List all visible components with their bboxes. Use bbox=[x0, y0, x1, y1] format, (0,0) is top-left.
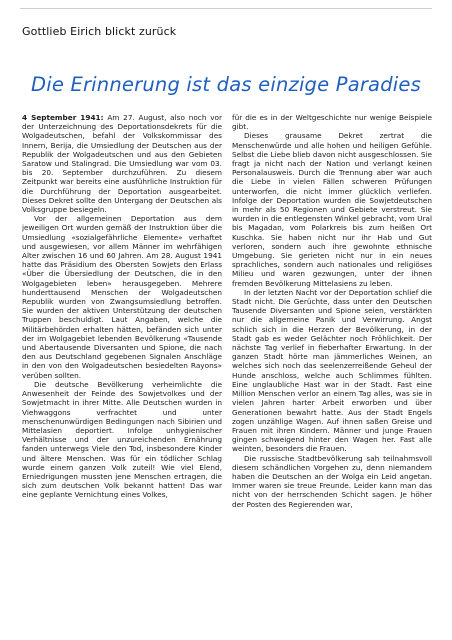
article-title: Die Erinnerung ist das einzige Paradies bbox=[31, 73, 421, 96]
paragraph: für die es in der Weltgeschichte nur wenige Beispiele gibt. bbox=[232, 113, 432, 132]
paragraph: Die deutsche Bevölkerung verheimlichte die Anwesenheit der Feinde des Sowjetvolkes und der Sowjetmacht in ihrer Mitte. Alle Deutschen wurden in Viehwaggons verfrachtet und unter menschenunwürdigen Bedingungen nach Sibirien und Mittelasien deportiert. Infolge unhygienischer Verhältnisse und der unzureichenden Ernährung fanden unterwegs Viele den Tod, insbesondere Kinder und ältere Menschen. Was für ein tödlicher Schlag wurde einem ganzen Volk zuteil! Wie viel Elend, Erniedrigungen mussten jene Menschen ertragen, die sich zum deutschen Volk bekannt hatten! Das war eine geplante Vernichtung eines Volkes, bbox=[22, 379, 222, 500]
article-kicker: Gottlieb Eirich blickt zurück bbox=[22, 25, 177, 38]
top-rule bbox=[20, 8, 432, 9]
paragraph bbox=[22, 113, 222, 214]
paragraph: Dieses grausame Dekret zertrat die Menschenwürde und alle hohen und heiligen Gefühle. Selbst die Liebe blieb davon nicht ausgeschlossen. Sie fragt ja nicht nach der Nation und verlangt keinen Personalausweis. Durch die Trennung aber war auch die Liebe in vielen Fällen schweren Prüfungen unterworfen, die nicht immer glücklich verliefen. Infolge der Deportation wurden die Sowjetdeutschen in mehr als 50 Regionen und Gebiete verstreut. Sie wurden in die entlegensten Winkel gebracht, vom Ural bis Magadan, vom Polarkreis bis zum heißen Ort Kuschka. Sie haben nicht nur ihr Hab und Gut verloren, sondern auch ihre gewohnte ethnische Umgebung. Sie gerieten nicht nur in ein neues sprachliches, sondern auch nationales und religiöses Milieu und waren gezwungen, unter der ihnen fremden Bevölkerung Mittelasiens zu leben. bbox=[232, 131, 432, 288]
paragraph-text: Am 27. August, also noch vor der Unterzeichnung des Deportationsdekrets für die Wolgadeutschen, befahl der Volkskommissar des Innern, Berija, die Umsiedlung der Deutschen aus der Republik der Wolgadeutschen und aus den Gebieten Saratow und Stalingrad. Die Umsiedlung war vom 03. bis 20. September durchzuführen. Zu diesem Zeitpunkt war bereits eine ausführliche Instruktion für die Durchführung der Deportation ausgearbeitet. Dieses Dekret sollte den Untergang der Deutschen als Volksgruppe besiegeln. bbox=[22, 113, 222, 215]
paragraph: Vor der allgemeinen Deportation aus dem jeweiligen Ort wurden gemäß der Instruktion über die Umsiedlung «sozialgefährliche Elemente» verhaftet und ausgewiesen, vor allem Männer im wehrfähigen Alter zwischen 16 und 60 Jahren. Am 28. August 1941 hatte das Präsidium des Obersten Sowjets den Erlass «Über die Übersiedlung der Deutschen, die in den Wolgagebieten leben» herausgegeben. Mehrere hunderttausend Menschen der Wolgadeutschen Republik wurden von Zwangsumsiedlung betroffen. Sie wurden der aktiven Unterstützung der deutschen Truppen beschuldigt. Laut Angaben, welche die Militärbehörden erhalten hätten, befänden sich unter der im Wolgagebiet lebenden Bevölkerung «Tausende und Abertausende Diversanten und Spione, die nach den aus Deutschland gegebenen Signalen Anschläge in den von den Wolgadeutschen besiedelten Rayons» verüben sollten. bbox=[22, 214, 222, 380]
left-column bbox=[22, 113, 222, 635]
right-column bbox=[232, 113, 432, 635]
paragraph: In der letzten Nacht vor der Deportation schlief die Stadt nicht. Die Gerüchte, dass unter den Deutschen Tausende Diversanten und Spione seien, verstärkten nur die allgemeine Panik und Verwirrung. Angst schlich sich in die Herzen der Bevölkerung, in der Stadt gab es weder Gelächter noch Fröhlichkeit. Der nächste Tag verlief in fieberhafter Erwartung. In der ganzen Stadt hörte man jämmerliches Weinen, an welches sich noch das seelenzerreißende Geheul der Hunde anschloss, welche auch Schlimmes fühlten. Eine unglaubliche Hast war in der Stadt. Fast eine Million Menschen verlor an einem Tag alles, was sie in vielen Jahren harter Arbeit erworben und über Generationen bewahrt hatte. Aus der Stadt Engels zogen unzählige Wagen. Auf ihnen saßen Greise und Frauen mit ihren Kindern. Männer und junge Frauen gingen schweigend hinter den Wagen her. Fast alle weinten, besonders die Frauen. bbox=[232, 287, 432, 454]
paragraph: Die russische Stadtbevölkerung sah teilnahmsvoll diesem schändlichen Vorgehen zu, denn niemandem haben die Deutschen an der Wolga ein Leid angetan. Immer waren sie treue Freunde. Leider kann man das nicht von der herrschenden Schicht sagen. Je höher der Posten des Regierenden war, bbox=[232, 453, 432, 509]
article-body bbox=[22, 113, 432, 635]
dateline: 4 September 1941: bbox=[22, 113, 104, 122]
